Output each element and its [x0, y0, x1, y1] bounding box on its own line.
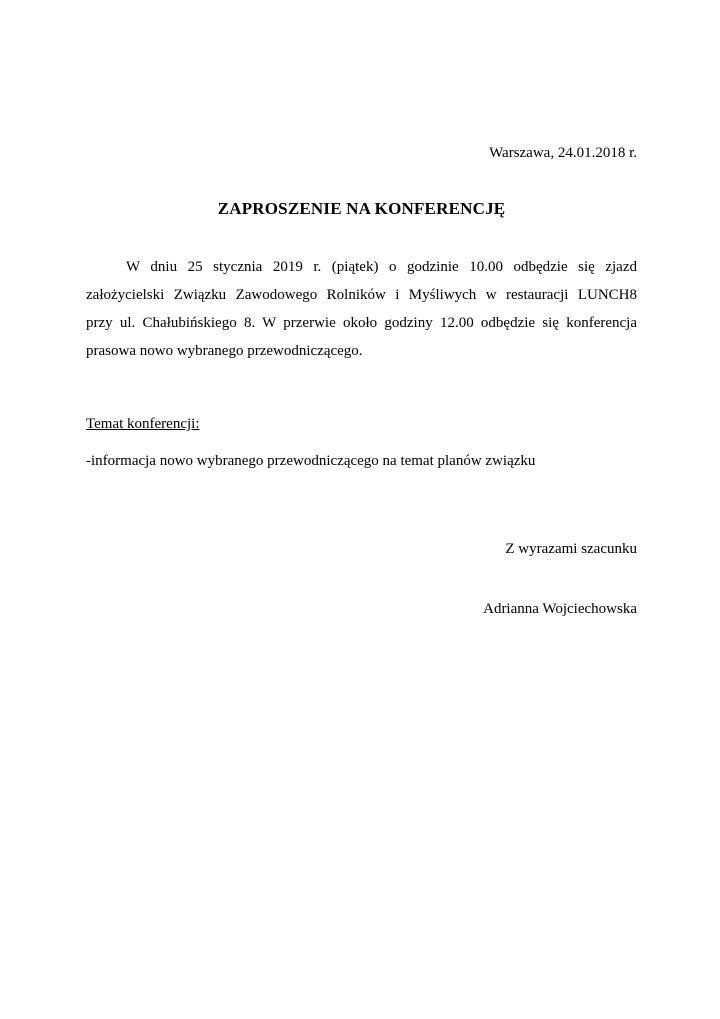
closing-line: Z wyrazami szacunku: [505, 541, 637, 557]
body-line: prasowa nowo wybranego przewodniczącego.: [86, 343, 363, 359]
date-line: Warszawa, 24.01.2018 r.: [489, 145, 637, 161]
body-line: założycielski Związku Zawodowego Rolników i Myśliwych w restauracji LUNCH8: [86, 287, 637, 303]
body-paragraph: [86, 253, 637, 365]
topic-item: -informacja nowo wybranego przewodniczącego na temat planów związku: [86, 453, 536, 469]
body-line: W dniu 25 stycznia 2019 r. (piątek) o godzinie 10.00 odbędzie się zjazd: [126, 259, 637, 275]
body-line: przy ul. Chałubińskiego 8. W przerwie około godziny 12.00 odbędzie się konferencja: [86, 315, 637, 331]
signature-line: Adrianna Wojciechowska: [483, 601, 637, 617]
document-title: ZAPROSZENIE NA KONFERENCJĘ: [217, 199, 506, 218]
topic-heading: Temat konferencji:: [86, 416, 200, 432]
